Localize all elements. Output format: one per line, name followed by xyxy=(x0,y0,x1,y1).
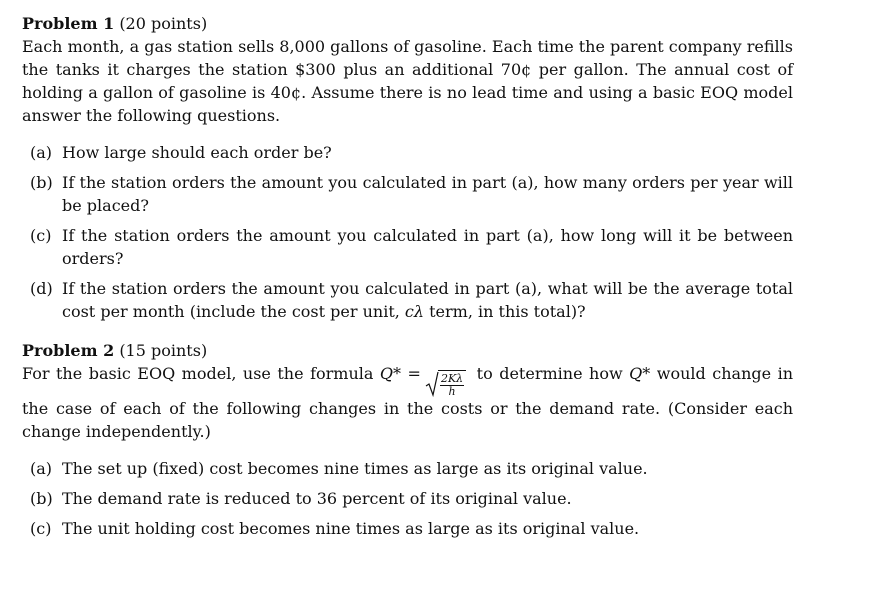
part-text: If the station orders the amount you calculated in part (a), how many orders per year will be placed? xyxy=(62,173,793,215)
sqrt-symbol-icon xyxy=(425,371,439,397)
problem-1-heading xyxy=(22,12,793,35)
problem-2-heading xyxy=(22,339,793,362)
formula-lhs: Q* = xyxy=(379,364,421,383)
part-text: If the station orders the amount you calculated in part (a), how long will it be between orders? xyxy=(62,226,793,268)
problem-2-intro-before: For the basic EOQ model, use the formula xyxy=(22,364,380,383)
part-label: (a) xyxy=(30,459,53,478)
problem-1-body: Each month, a gas station sells 8,000 gallons of gasoline. Each time the parent company refills the tanks it charges the station $300 plus an additional 70¢ per gallon. The annual cost of holding a gallon of gasoline is 40¢. Assume there is no lead time and using a basic EOQ model answer the following questions. xyxy=(22,37,793,125)
problem-1-title: Problem 1 xyxy=(22,14,115,33)
problem-2-part-a xyxy=(22,457,793,480)
problem-2-intro-after: would change in the case of each of the following changes in the costs or the demand rate. (Consider each change independently.) xyxy=(22,364,794,441)
part-text: The unit holding cost becomes nine times as large as its original value. xyxy=(62,519,640,538)
part-label: (b) xyxy=(30,173,53,192)
problem-1-points: (20 points) xyxy=(119,14,208,33)
formula-denominator: h xyxy=(448,385,456,398)
problem-2-part-b xyxy=(22,487,793,510)
problem-2 xyxy=(22,339,793,540)
problem-1 xyxy=(22,12,793,323)
problem-1-part-c xyxy=(22,224,793,270)
c-lambda-math: cλ xyxy=(404,302,425,321)
problem-1-parts xyxy=(22,141,793,323)
problem-2-parts xyxy=(22,457,793,540)
part-text: How large should each order be? xyxy=(62,143,332,162)
formula-numerator: 2Kλ xyxy=(440,372,464,385)
problem-1-part-a xyxy=(22,141,793,164)
problem-2-part-c xyxy=(22,517,793,540)
problem-2-intro-mid: to determine how xyxy=(470,364,630,383)
part-text-after: term, in this total)? xyxy=(424,302,586,321)
part-label: (a) xyxy=(30,143,53,162)
part-label: (c) xyxy=(30,519,52,538)
q-star-math: Q* xyxy=(629,364,651,383)
eoq-formula xyxy=(425,370,466,397)
problem-1-part-b xyxy=(22,171,793,217)
part-text: The demand rate is reduced to 36 percent of its original value. xyxy=(62,489,572,508)
problem-2-body xyxy=(22,362,793,443)
problem-2-title: Problem 2 xyxy=(22,341,115,360)
formula-fraction xyxy=(438,370,466,397)
part-label: (c) xyxy=(30,226,52,245)
part-text-before: If the station orders the amount you calculated in part (a), what will be the average total cost per month (include the cost per unit, xyxy=(62,279,793,321)
problem-2-points: (15 points) xyxy=(119,341,208,360)
part-label: (b) xyxy=(30,489,53,508)
part-label: (d) xyxy=(30,279,53,298)
problem-1-part-d xyxy=(22,277,793,323)
part-text: The set up (fixed) cost becomes nine times as large as its original value. xyxy=(62,459,648,478)
document-page xyxy=(22,12,793,547)
